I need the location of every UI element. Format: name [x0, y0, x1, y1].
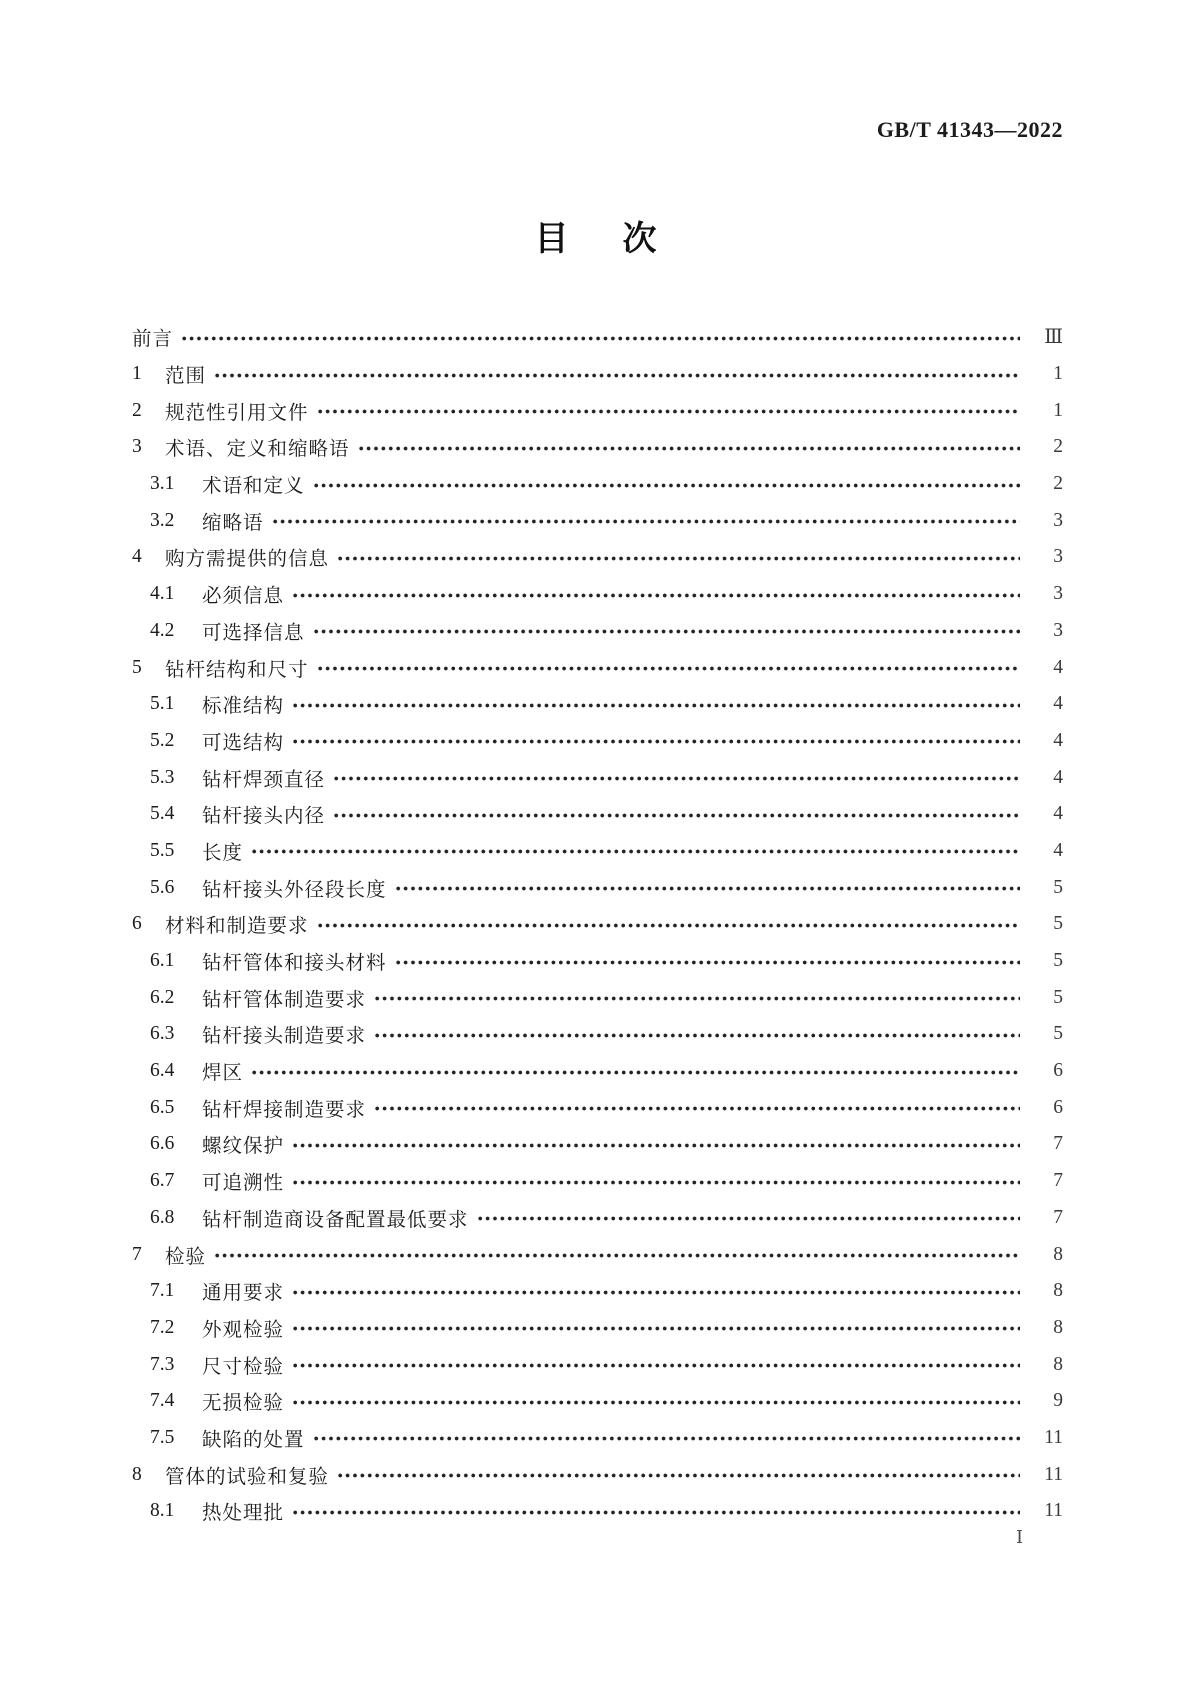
- toc-entry-label: 通用要求: [202, 1283, 285, 1305]
- toc-entry-label: 可追溯性: [202, 1173, 285, 1195]
- toc-entry-page: 6: [1053, 1060, 1063, 1082]
- dot-leader: [338, 556, 1020, 561]
- toc-entry-label: 规范性引用文件: [165, 402, 309, 424]
- toc-entry: [128, 1053, 1063, 1090]
- toc-entry: [128, 906, 1063, 943]
- dot-leader: [359, 446, 1020, 451]
- toc-entry-number: 8.1: [150, 1500, 175, 1522]
- toc-entry-label: 缺陷的处置: [202, 1429, 305, 1451]
- toc-entry-number: 8: [132, 1463, 142, 1485]
- toc-entry-label: 前言: [132, 329, 174, 351]
- toc-entry-page: 5: [1053, 876, 1063, 898]
- toc-entry-label: 钻杆接头制造要求: [202, 1026, 367, 1048]
- toc-entry: [128, 319, 1063, 356]
- toc-entry-label: 可选结构: [202, 732, 285, 754]
- toc-entry-number: 7.4: [150, 1390, 175, 1412]
- dot-leader: [334, 776, 1020, 781]
- toc-entry-label: 钻杆接头内径: [202, 806, 326, 828]
- toc-entry-page: 5: [1053, 986, 1063, 1008]
- dot-leader: [252, 1070, 1020, 1075]
- toc-entry-number: 5.5: [150, 839, 175, 861]
- toc-entry-page: 7: [1053, 1133, 1063, 1155]
- toc-entry-page: 11: [1044, 1463, 1063, 1485]
- dot-leader: [334, 813, 1020, 818]
- toc-entry-number: 5.1: [150, 693, 175, 715]
- toc-entry-number: 6.7: [150, 1170, 175, 1192]
- toc-entry: [128, 979, 1063, 1016]
- toc-entry-label: 缩略语: [202, 512, 264, 534]
- toc-entry: [128, 1126, 1063, 1163]
- toc-entry-number: 5.2: [150, 729, 175, 751]
- toc-entry: [128, 1016, 1063, 1053]
- toc-entry-number: 7.3: [150, 1353, 175, 1375]
- toc-entry-page: 8: [1053, 1243, 1063, 1265]
- toc-entry-page: 1: [1053, 363, 1063, 385]
- dot-leader: [293, 1510, 1020, 1515]
- toc-entry-number: 7.5: [150, 1426, 175, 1448]
- toc-entry: [128, 392, 1063, 429]
- toc-entry: [128, 723, 1063, 760]
- toc-list: [128, 319, 1063, 1530]
- toc-entry-page: 3: [1053, 619, 1063, 641]
- toc-entry-page: 6: [1053, 1096, 1063, 1118]
- toc-entry-page: 4: [1053, 803, 1063, 825]
- dot-leader: [375, 1106, 1020, 1111]
- toc-entry: [128, 1420, 1063, 1457]
- standard-code: GB/T 41343—2022: [876, 117, 1063, 142]
- toc-entry-label: 焊区: [202, 1063, 244, 1085]
- dot-leader: [293, 1363, 1020, 1368]
- dot-leader: [215, 1253, 1020, 1258]
- toc-entry-number: 6.4: [150, 1060, 175, 1082]
- toc-entry-page: 9: [1053, 1390, 1063, 1412]
- toc-entry-number: 5.6: [150, 876, 175, 898]
- toc-entry-number: 3.1: [150, 473, 175, 495]
- toc-entry: [128, 613, 1063, 650]
- dot-leader: [318, 923, 1020, 928]
- page-number: Ⅰ: [1016, 1527, 1024, 1547]
- dot-leader: [293, 1290, 1020, 1295]
- toc-entry: [128, 1383, 1063, 1420]
- toc-entry-label: 标准结构: [202, 696, 285, 718]
- toc-entry-number: 4.2: [150, 619, 175, 641]
- toc-entry-page: 11: [1044, 1426, 1063, 1448]
- dot-leader: [314, 629, 1020, 634]
- dot-leader: [318, 409, 1020, 414]
- dot-leader: [293, 593, 1020, 598]
- dot-leader: [293, 1143, 1020, 1148]
- toc-entry-number: 4: [132, 546, 142, 568]
- toc-entry: [128, 1236, 1063, 1273]
- toc-entry-page: 8: [1053, 1280, 1063, 1302]
- toc-entry-number: 7.2: [150, 1316, 175, 1338]
- dot-leader: [478, 1216, 1020, 1221]
- toc-entry: [128, 429, 1063, 466]
- dot-leader: [375, 996, 1020, 1001]
- toc-entry-label: 钻杆接头外径段长度: [202, 879, 387, 901]
- toc-entry-number: 6.3: [150, 1023, 175, 1045]
- toc-entry-label: 范围: [165, 366, 207, 388]
- toc-entry-page: 8: [1053, 1316, 1063, 1338]
- toc-entry-page: 11: [1044, 1500, 1063, 1522]
- toc-entry-label: 尺寸检验: [202, 1356, 285, 1378]
- dot-leader: [396, 960, 1020, 965]
- toc-entry-page: 5: [1053, 1023, 1063, 1045]
- toc-entry-label: 螺纹保护: [202, 1136, 285, 1158]
- toc-entry-label: 检验: [165, 1246, 207, 1268]
- toc-entry-number: 5.3: [150, 766, 175, 788]
- dot-leader: [215, 373, 1020, 378]
- dot-leader: [252, 849, 1020, 854]
- toc-entry-label: 外观检验: [202, 1319, 285, 1341]
- toc-entry-page: 3: [1053, 509, 1063, 531]
- toc-entry: [128, 356, 1063, 393]
- toc-entry-number: 6.6: [150, 1133, 175, 1155]
- toc-entry-number: 4.1: [150, 583, 175, 605]
- toc-entry: [128, 1200, 1063, 1237]
- dot-leader: [293, 1400, 1020, 1405]
- toc-entry-page: 4: [1053, 693, 1063, 715]
- toc-entry: [128, 1310, 1063, 1347]
- toc-entry-number: 5.4: [150, 803, 175, 825]
- toc-entry-page: 2: [1053, 473, 1063, 495]
- toc-entry-page: 1: [1053, 399, 1063, 421]
- toc-entry-page: Ⅲ: [1044, 327, 1063, 349]
- dot-leader: [293, 703, 1020, 708]
- dot-leader: [293, 1180, 1020, 1185]
- toc-entry-label: 钻杆制造商设备配置最低要求: [202, 1209, 469, 1231]
- toc-entry-number: 7.1: [150, 1280, 175, 1302]
- toc-entry-page: 2: [1053, 436, 1063, 458]
- toc-entry: [128, 1493, 1063, 1530]
- toc-entry-page: 8: [1053, 1353, 1063, 1375]
- toc-entry-page: 3: [1053, 546, 1063, 568]
- toc-entry-page: 5: [1053, 913, 1063, 935]
- toc-entry-number: 6.8: [150, 1206, 175, 1228]
- toc-entry-label: 钻杆管体和接头材料: [202, 953, 387, 975]
- toc-entry: [128, 1273, 1063, 1310]
- dot-leader: [273, 519, 1020, 524]
- toc-entry-label: 购方需提供的信息: [165, 549, 330, 571]
- toc-entry-page: 5: [1053, 950, 1063, 972]
- toc-entry: [128, 1456, 1063, 1493]
- toc-entry-label: 长度: [202, 842, 244, 864]
- toc-entry-page: 4: [1053, 839, 1063, 861]
- toc-entry-page: 7: [1053, 1170, 1063, 1192]
- toc-entry-number: 1: [132, 363, 142, 385]
- toc-entry: [128, 1163, 1063, 1200]
- toc-entry-label: 钻杆焊接制造要求: [202, 1099, 367, 1121]
- toc-entry-page: 4: [1053, 656, 1063, 678]
- dot-leader: [314, 1436, 1020, 1441]
- page-title: 目 次: [534, 220, 667, 258]
- dot-leader: [396, 886, 1020, 891]
- toc-entry-number: 6: [132, 913, 142, 935]
- dot-leader: [318, 666, 1020, 671]
- toc-entry-number: 6.2: [150, 986, 175, 1008]
- toc-entry: [128, 1346, 1063, 1383]
- toc-entry-page: 7: [1053, 1206, 1063, 1228]
- toc-entry: [128, 649, 1063, 686]
- toc-entry-number: 5: [132, 656, 142, 678]
- toc-entry-label: 材料和制造要求: [165, 916, 309, 938]
- toc-entry: [128, 796, 1063, 833]
- toc-entry-page: 4: [1053, 729, 1063, 751]
- toc-entry-label: 无损检验: [202, 1393, 285, 1415]
- toc-entry: [128, 686, 1063, 723]
- toc-entry: [128, 833, 1063, 870]
- toc-entry-label: 必须信息: [202, 586, 285, 608]
- toc-entry: [128, 539, 1063, 576]
- toc-entry-label: 钻杆结构和尺寸: [165, 659, 309, 681]
- toc-entry-number: 6.5: [150, 1096, 175, 1118]
- toc-entry: [128, 502, 1063, 539]
- toc-entry-label: 钻杆焊颈直径: [202, 769, 326, 791]
- toc-entry-label: 热处理批: [202, 1503, 285, 1525]
- toc-entry-label: 管体的试验和复验: [165, 1466, 330, 1488]
- toc-entry-label: 钻杆管体制造要求: [202, 989, 367, 1011]
- toc-entry-page: 4: [1053, 766, 1063, 788]
- toc-entry: [128, 466, 1063, 503]
- toc-entry: [128, 869, 1063, 906]
- toc-entry-number: 3: [132, 436, 142, 458]
- dot-leader: [338, 1473, 1020, 1478]
- dot-leader: [314, 483, 1020, 488]
- toc-entry-label: 术语、定义和缩略语: [165, 439, 350, 461]
- dot-leader: [375, 1033, 1020, 1038]
- toc-entry-number: 3.2: [150, 509, 175, 531]
- toc-entry: [128, 759, 1063, 796]
- toc-entry-number: 2: [132, 399, 142, 421]
- dot-leader: [293, 739, 1020, 744]
- dot-leader: [293, 1326, 1020, 1331]
- toc-entry-number: 6.1: [150, 950, 175, 972]
- toc-entry-label: 可选择信息: [202, 622, 305, 644]
- toc-entry-label: 术语和定义: [202, 476, 305, 498]
- toc-entry: [128, 943, 1063, 980]
- dot-leader: [182, 336, 1020, 341]
- toc-entry-number: 7: [132, 1243, 142, 1265]
- toc-entry: [128, 1089, 1063, 1126]
- toc-entry-page: 3: [1053, 583, 1063, 605]
- toc-entry: [128, 576, 1063, 613]
